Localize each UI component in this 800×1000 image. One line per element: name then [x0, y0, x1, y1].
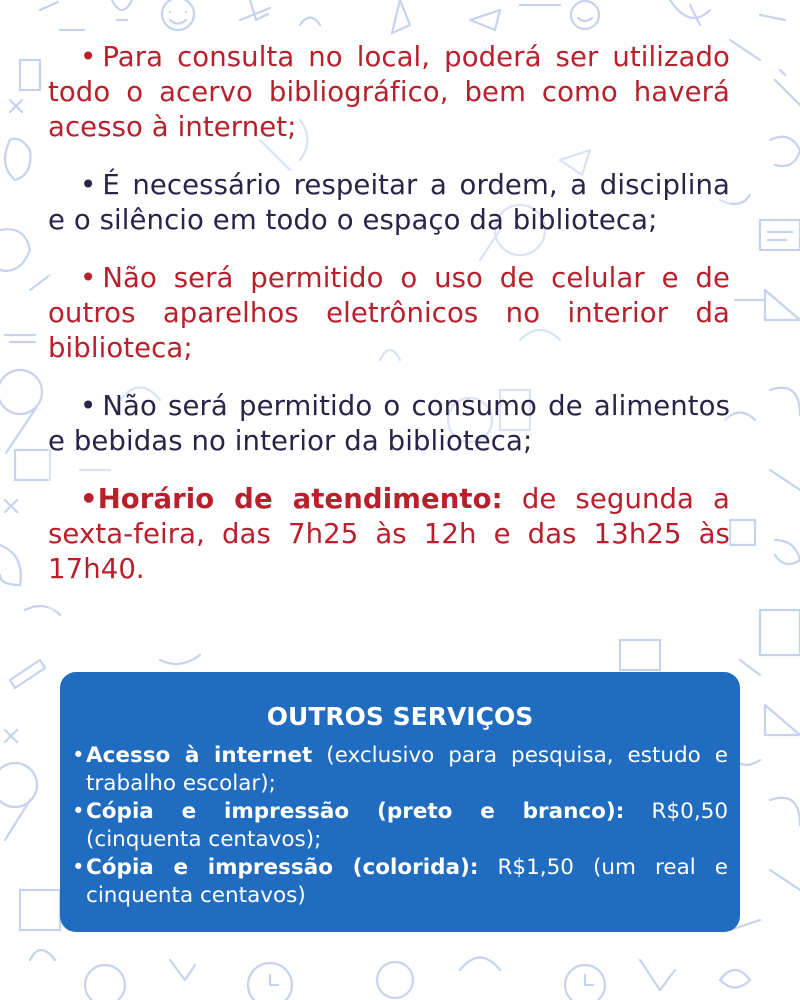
bullet: •: [72, 799, 85, 824]
bullet: •: [80, 483, 98, 515]
rule-alimentos: [48, 389, 730, 459]
service-item: [72, 854, 728, 910]
rule-text: Para consulta no local, poderá ser utilizado todo o acervo bibliográfico, bem como haverá acesso à internet;: [48, 41, 730, 143]
rule-text: Não será permitido o consumo de alimentos e bebidas no interior da biblioteca;: [48, 390, 730, 457]
service-label: Acesso à internet: [86, 743, 313, 768]
bullet: •: [72, 743, 85, 768]
opening-hours: [48, 482, 730, 587]
bullet: •: [80, 390, 97, 422]
services-title: OUTROS SERVIÇOS: [266, 702, 534, 731]
service-item: [72, 742, 728, 798]
service-text: R$0,50 (cinquenta centavos);: [86, 799, 729, 852]
rule-consulta: [48, 40, 730, 145]
rule-celular: [48, 261, 730, 366]
hours-text: de segunda a sexta-feira, das 7h25 às 12h e das 13h25 às 17h40.: [48, 483, 731, 585]
service-label: Cópia e impressão (preto e branco):: [86, 799, 625, 824]
bullet: •: [80, 169, 97, 201]
service-text: (exclusivo para pesquisa, estudo e trabalho escolar);: [86, 743, 728, 796]
bullet: •: [72, 855, 85, 880]
bullet: •: [80, 262, 97, 294]
rule-text: É necessário respeitar a ordem, a disciplina e o silêncio em todo o espaço da biblioteca;: [48, 169, 730, 236]
service-label: Cópia e impressão (colorida):: [86, 855, 479, 880]
rules-text: [48, 40, 730, 610]
rule-ordem: [48, 168, 730, 238]
hours-label: Horário de atendimento:: [97, 483, 503, 515]
other-services-panel: [60, 672, 740, 932]
rule-text: Não será permitido o uso de celular e de outros aparelhos eletrônicos no interior da biblioteca;: [48, 262, 730, 364]
bullet: •: [80, 41, 97, 73]
service-text: R$1,50 (um real e cinquenta centavos): [86, 855, 728, 908]
service-item: [72, 798, 728, 854]
